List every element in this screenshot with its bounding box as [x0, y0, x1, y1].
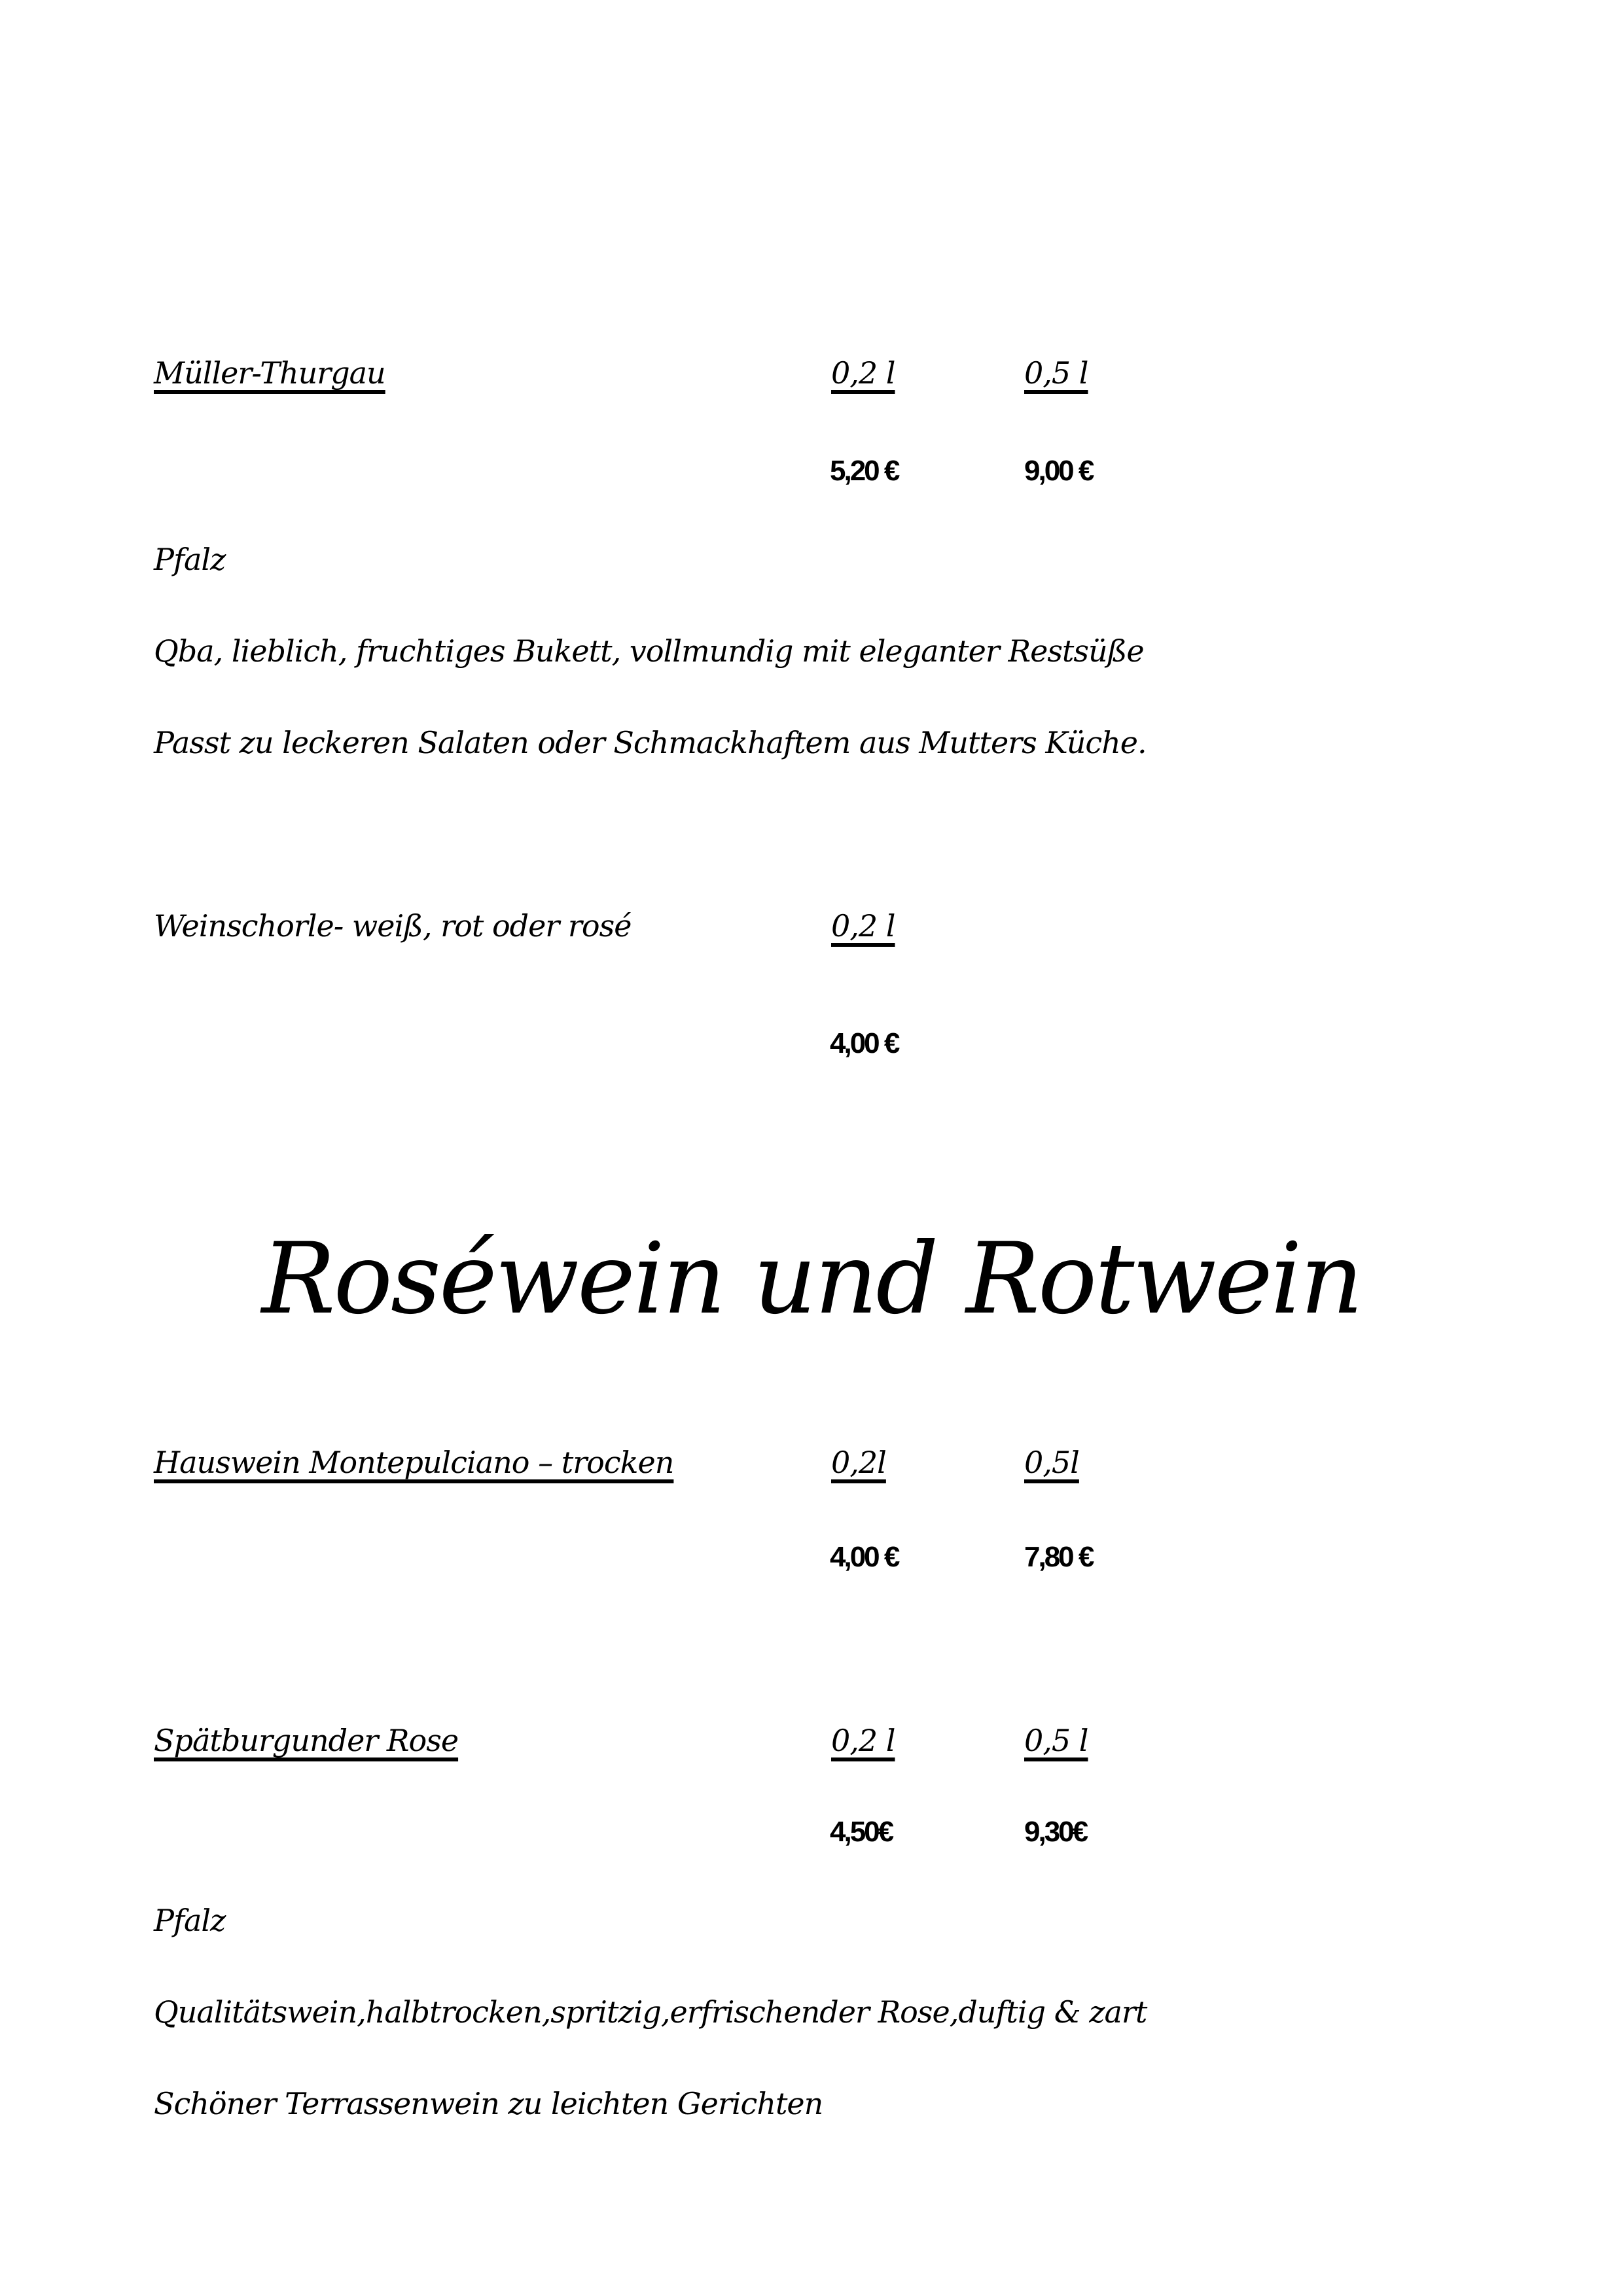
wine-description-line-2: Schöner Terrassenwein zu leichten Gerichten	[154, 2086, 823, 2121]
size-small-label: 0,2l	[831, 1445, 886, 1480]
size-small-label: 0,2 l	[831, 355, 895, 391]
wine-name-hauswein-montepulciano: Hauswein Montepulciano – trocken	[154, 1445, 674, 1480]
size-small-label: 0,2 l	[831, 908, 895, 944]
wine-description-line-1: Qba, lieblich, fruchtiges Bukett, vollmundig mit eleganter Restsüße	[154, 633, 1144, 669]
wine-description-line-2: Passt zu leckeren Salaten oder Schmackhaftem aus Mutters Küche.	[154, 725, 1147, 760]
price-small: 4,00 €	[830, 1027, 899, 1059]
wine-region: Pfalz	[154, 1903, 226, 1938]
price-small: 5,20 €	[830, 455, 899, 487]
section-heading: Roséwein und Rotwein	[261, 1222, 1362, 1336]
size-large-label: 0,5 l	[1024, 355, 1088, 391]
price-large: 9,30€	[1024, 1816, 1087, 1848]
price-small: 4,50€	[830, 1816, 893, 1848]
size-large-label: 0,5 l	[1024, 1723, 1088, 1758]
wine-name-mueller-thurgau: Müller-Thurgau	[154, 355, 385, 391]
size-small-label: 0,2 l	[831, 1723, 895, 1758]
price-large: 7,80 €	[1024, 1541, 1093, 1573]
wine-region: Pfalz	[154, 542, 226, 577]
wine-description-line-1: Qualitätswein,halbtrocken,spritzig,erfrischender Rose,duftig & zart	[154, 1994, 1147, 2030]
wine-name-spaetburgunder-rose: Spätburgunder Rose	[154, 1723, 459, 1758]
price-large: 9,00 €	[1024, 455, 1093, 487]
price-small: 4,00 €	[830, 1541, 899, 1573]
wine-name-weinschorle: Weinschorle- weiß, rot oder rosé	[154, 908, 632, 944]
size-large-label: 0,5l	[1024, 1445, 1079, 1480]
